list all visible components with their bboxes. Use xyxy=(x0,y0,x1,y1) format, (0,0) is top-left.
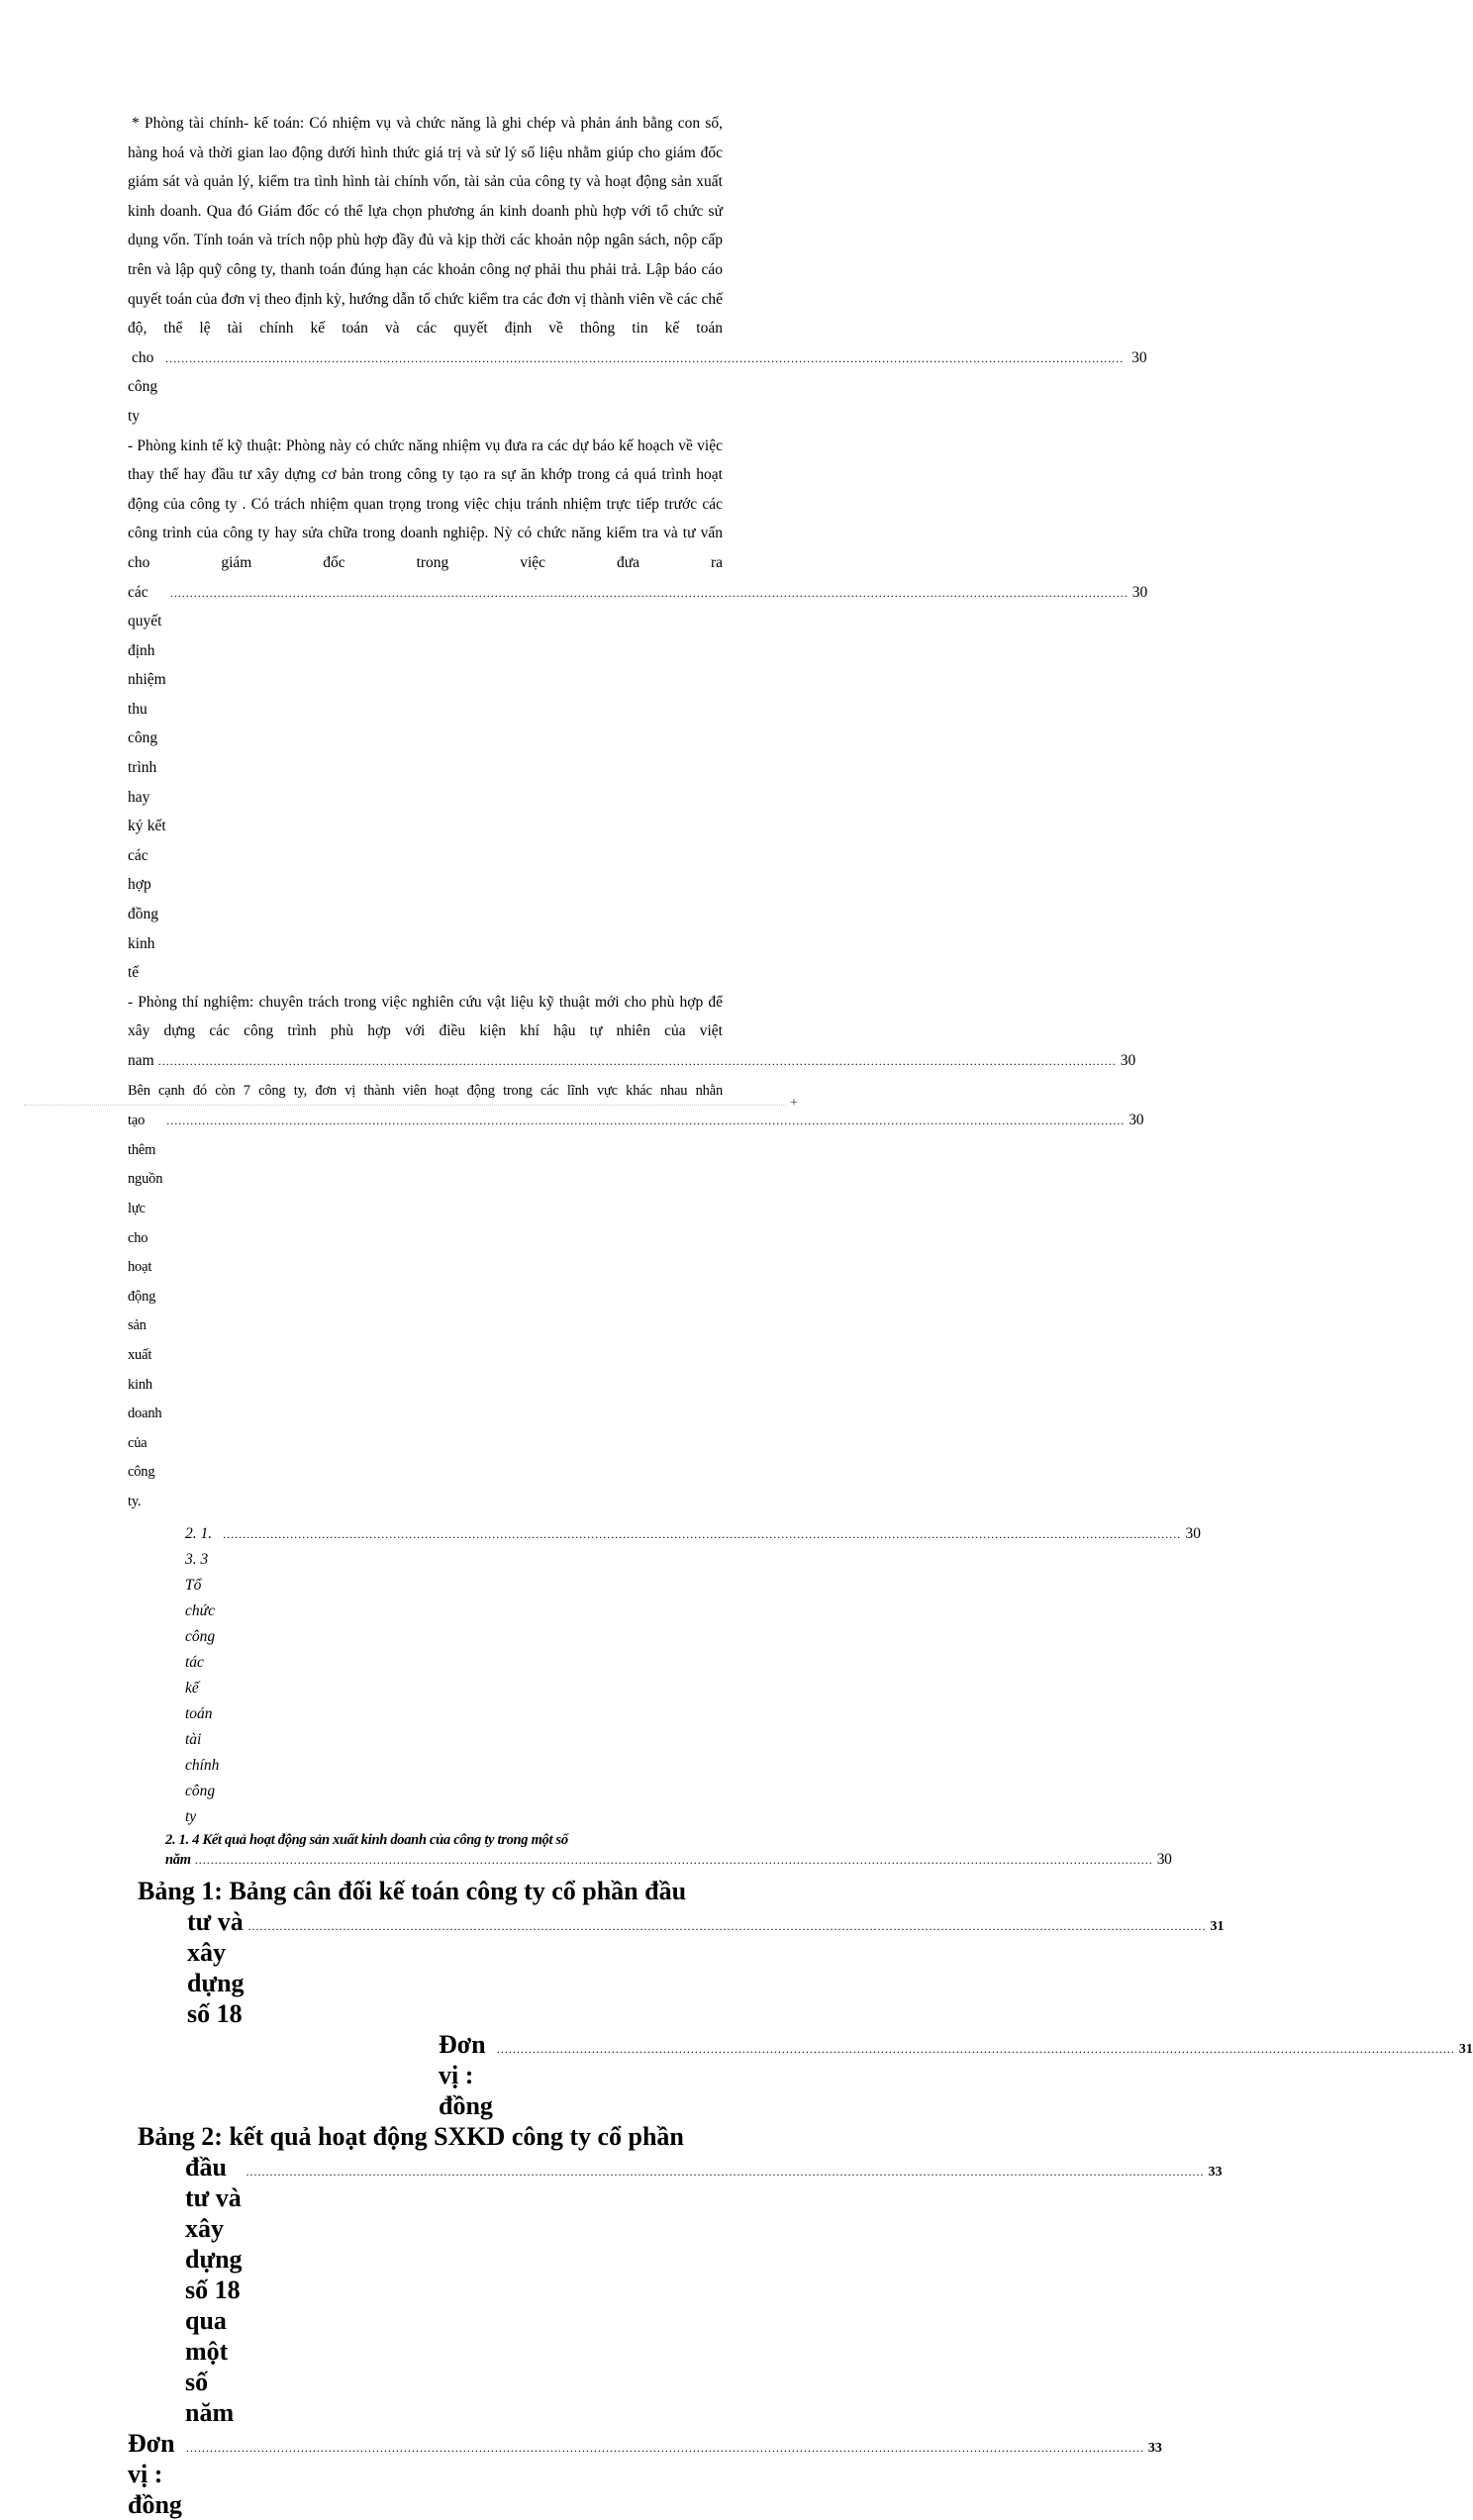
entry-tail: tạo thêm nguồn lực cho hoạt động sản xuất kinh doanh của công ty. xyxy=(128,1113,163,1509)
page-number: 30 xyxy=(1185,1524,1201,1542)
toc-page xyxy=(128,109,1473,2520)
page-number: 33 xyxy=(1208,2164,1223,2180)
heading-last-line xyxy=(165,1850,1172,1870)
page-number: 30 xyxy=(1129,1112,1144,1129)
toc-entry-finance-dept[interactable] xyxy=(128,109,1147,432)
toc-heading-2-1-4[interactable] xyxy=(128,1830,1172,1870)
page-number: 30 xyxy=(1156,1850,1172,1868)
table-title-line-1: Bảng 1: Bảng cân đối kế toán công ty cổ phần đầu xyxy=(138,1876,687,1905)
entry-tail: nam xyxy=(128,1052,154,1069)
toc-entry-member-units[interactable] xyxy=(128,1077,1144,1517)
table-title-line-2: đầu tư và xây dựng số 18 qua một số năm xyxy=(185,2152,243,2427)
leader-dots: .................................................................................................................................................................................................................................................. xyxy=(247,1918,1207,1933)
entry-last-line xyxy=(128,1046,1136,1077)
table-title-last-line xyxy=(128,1906,1225,2029)
entry-body: - Phòng thí nghiệm: chuyên trách trong việc nghiên cứu vật liệu kỹ thuật mới cho phù hợp để xây dựng các công trình phù hợp với điều kiện khí hậu tự nhiên của việt xyxy=(128,993,723,1040)
entry-body: - Phòng kinh tế kỹ thuật: Phòng này có chức năng nhiệm vụ đưa ra các dự báo kế hoạch về việc thay thế hay đầu tư xây dựng cơ bản trong công ty tạo ra sự ăn khớp trong cả quá trình hoạt động của công ty . Có trách nhiệm quan trọng trong việc chịu tránh nhiệm trực tiếp trước các công trình của công ty hay sửa chữa trong doanh nghiệp. Nỳ có chức năng kiểm tra và tư vấn cho giám đốc trong việc đưa ra xyxy=(128,436,723,571)
entry-body: * Phòng tài chính- kế toán: Có nhiệm vụ và chức năng là ghi chép và phản ánh bằng con số, hàng hoá và thời gian lao động dưới hình thức giá trị và sử lý số liệu nhằm giúp cho giám đốc giám sát và quản lý, kiểm tra tình hình tài chính vốn, tài sản của công ty và hoạt động sản xuất kinh doanh. Qua đó Giám đốc có thể lựa chọn phương án kinh doanh phù hợp với tổ chức sử dụng vốn. Tính toán và trích nộp phù hợp đầy đủ và kịp thời các khoản nộp ngân sách, nộp cấp trên và lập quỹ công ty, thanh toán đúng hạn các khoản công nợ phải thu phải trả. Lập báo cáo quyết toán của đơn vị theo định kỳ, hướng dẫn tổ chức kiểm tra các đơn vị thành viên về các chế độ, thể lệ tài chính kế toán và các quyết định về thông tin kế toán xyxy=(128,115,723,338)
leader-dots: .................................................................................................................................................................................................................................................. xyxy=(246,2164,1205,2179)
heading-text: 2. 1. 3. 3 Tổ chức công tác kế toán tài chính công ty xyxy=(185,1524,220,1825)
leader-dots: .................................................................................................................................................................................................................................................. xyxy=(165,350,1125,365)
leader-dots: .................................................................................................................................................................................................................................................. xyxy=(157,1054,1117,1068)
entry-last-line xyxy=(128,1106,1144,1516)
leader-dots: .................................................................................................................................................................................................................................................. xyxy=(169,585,1129,600)
table-title-last-line xyxy=(128,2152,1223,2428)
toc-table-2[interactable] xyxy=(128,2121,1223,2428)
page-number: 30 xyxy=(1131,583,1148,601)
entry-tail: cho công ty xyxy=(128,348,158,425)
unit-text: Đơn vị : đồng xyxy=(128,2428,182,2519)
page-number: 33 xyxy=(1147,2440,1162,2456)
table-title-line-2: tư và xây dựng số 18 xyxy=(187,1906,245,2028)
page-number: 30 xyxy=(1120,1052,1136,1069)
toc-table-1[interactable] xyxy=(128,1876,1225,2029)
corner-plus-icon: + xyxy=(790,1096,798,1111)
page-bottom-divider xyxy=(24,1105,786,1106)
toc-unit-1[interactable] xyxy=(128,2029,1473,2121)
leader-dots: .................................................................................................................................................................................................................................................. xyxy=(223,1526,1182,1541)
entry-tail: các quyết định nhiệm thu công trình hay ký kết các hợp đồng kinh tế xyxy=(128,583,166,982)
leader-dots: .................................................................................................................................................................................................................................................. xyxy=(194,1852,1153,1867)
leader-dots: .................................................................................................................................................................................................................................................. xyxy=(166,1114,1126,1128)
entry-last-line xyxy=(128,578,1148,988)
toc-entry-technical-dept[interactable] xyxy=(128,432,1148,988)
page-number: 31 xyxy=(1210,1918,1225,1934)
page-number: 31 xyxy=(1458,2041,1473,2057)
heading-line-1: 2. 1. 4 Kết quả hoạt động sản xuất kinh doanh của công ty trong một số xyxy=(165,1831,568,1848)
entry-body: Bên cạnh đó còn 7 công ty, đơn vị thành viên hoạt động trong các lĩnh vực khác nhau nhằn xyxy=(128,1082,723,1099)
toc-unit-2[interactable] xyxy=(128,2428,1162,2520)
leader-dots: .................................................................................................................................................................................................................................................. xyxy=(496,2041,1455,2056)
leader-dots: .................................................................................................................................................................................................................................................. xyxy=(185,2440,1144,2455)
unit-text: Đơn vị : đồng xyxy=(439,2029,493,2120)
toc-heading-2-1-3-3[interactable] xyxy=(128,1521,1201,1830)
table-title-line-1: Bảng 2: kết quả hoạt động SXKD công ty cổ phần xyxy=(138,2121,684,2151)
heading-line-2: năm xyxy=(165,1851,191,1868)
page-number: 30 xyxy=(1131,348,1147,366)
entry-last-line xyxy=(128,343,1147,432)
toc-entry-lab[interactable] xyxy=(128,988,1136,1077)
